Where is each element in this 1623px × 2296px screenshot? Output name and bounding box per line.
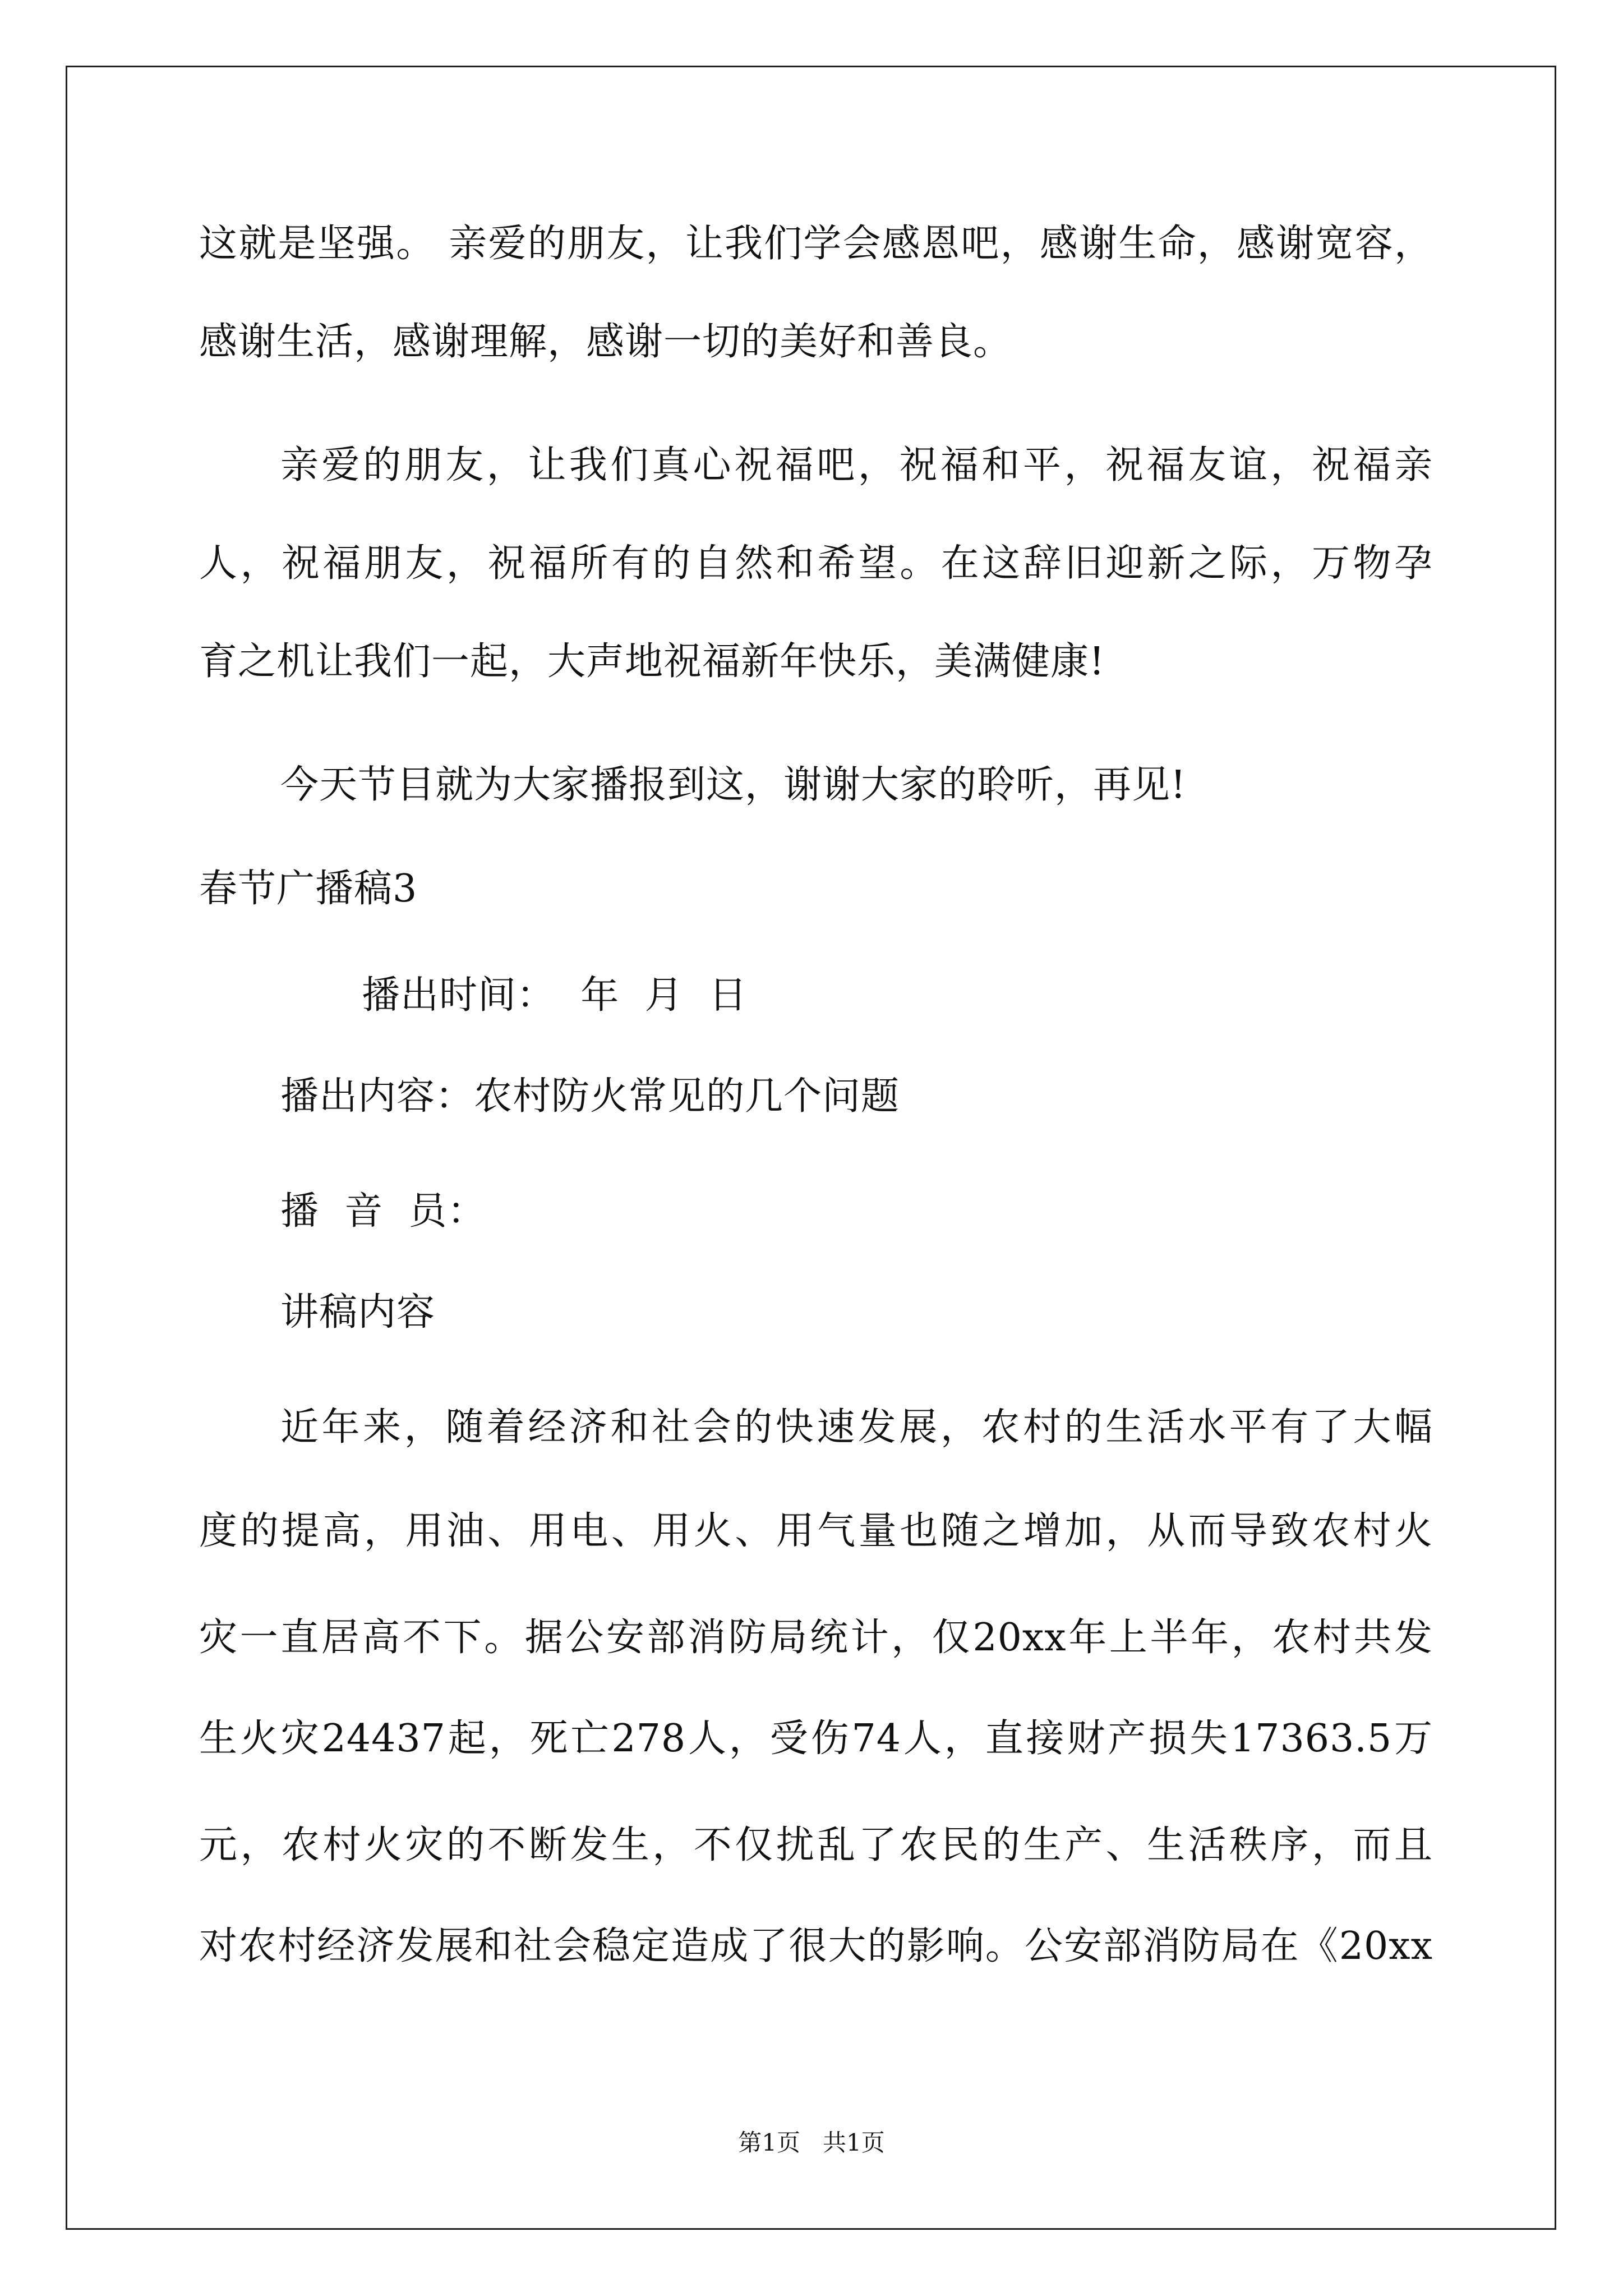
text-line: 今天节目就为大家播报到这，谢谢大家的聆听，再见! xyxy=(280,763,1187,807)
text-line: 感谢生活，感谢理解，感谢一切的美好和善良。 xyxy=(199,320,1012,364)
text-line: 灾一直居高不下。据公安部消防局统计，仅20xx年上半年，农村共发 xyxy=(199,1616,1433,1660)
text-line: 育之机让我们一起，大声地祝福新年快乐，美满健康! xyxy=(199,639,1105,684)
announcer: 播 音 员： xyxy=(280,1189,486,1234)
section-title: 春节广播稿3 xyxy=(199,867,418,911)
text-line: 这就是坚强。 亲爱的朋友，让我们学会感恩吧，感谢生命，感谢宽容， xyxy=(199,222,1433,266)
text-line: 人，祝福朋友，祝福所有的自然和希望。在这辞旧迎新之际，万物孕 xyxy=(199,541,1433,586)
text-line: 对农村经济发展和社会稳定造成了很大的影响。公安部消防局在《20xx xyxy=(199,1924,1433,1968)
broadcast-time: 播出时间： 年 月 日 xyxy=(362,973,748,1018)
text-line: 近年来，随着经济和社会的快速发展，农村的生活水平有了大幅 xyxy=(280,1405,1433,1450)
broadcast-content: 播出内容：农村防火常见的几个问题 xyxy=(280,1074,900,1119)
text-line: 亲爱的朋友，让我们真心祝福吧，祝福和平，祝福友谊，祝福亲 xyxy=(280,443,1433,487)
text-line: 生火灾24437起，死亡278人，受伤74人，直接财产损失17363.5万 xyxy=(199,1717,1433,1761)
page-frame xyxy=(66,66,1556,2230)
text-line: 元，农村火灾的不断发生，不仅扰乱了农民的生产、生活秩序，而且 xyxy=(199,1823,1433,1867)
script-heading: 讲稿内容 xyxy=(280,1290,436,1335)
text-line: 度的提高，用油、用电、用火、用气量也随之增加，从而导致农村火 xyxy=(199,1509,1433,1553)
page-footer: 第1页 共1页 xyxy=(738,2129,885,2156)
